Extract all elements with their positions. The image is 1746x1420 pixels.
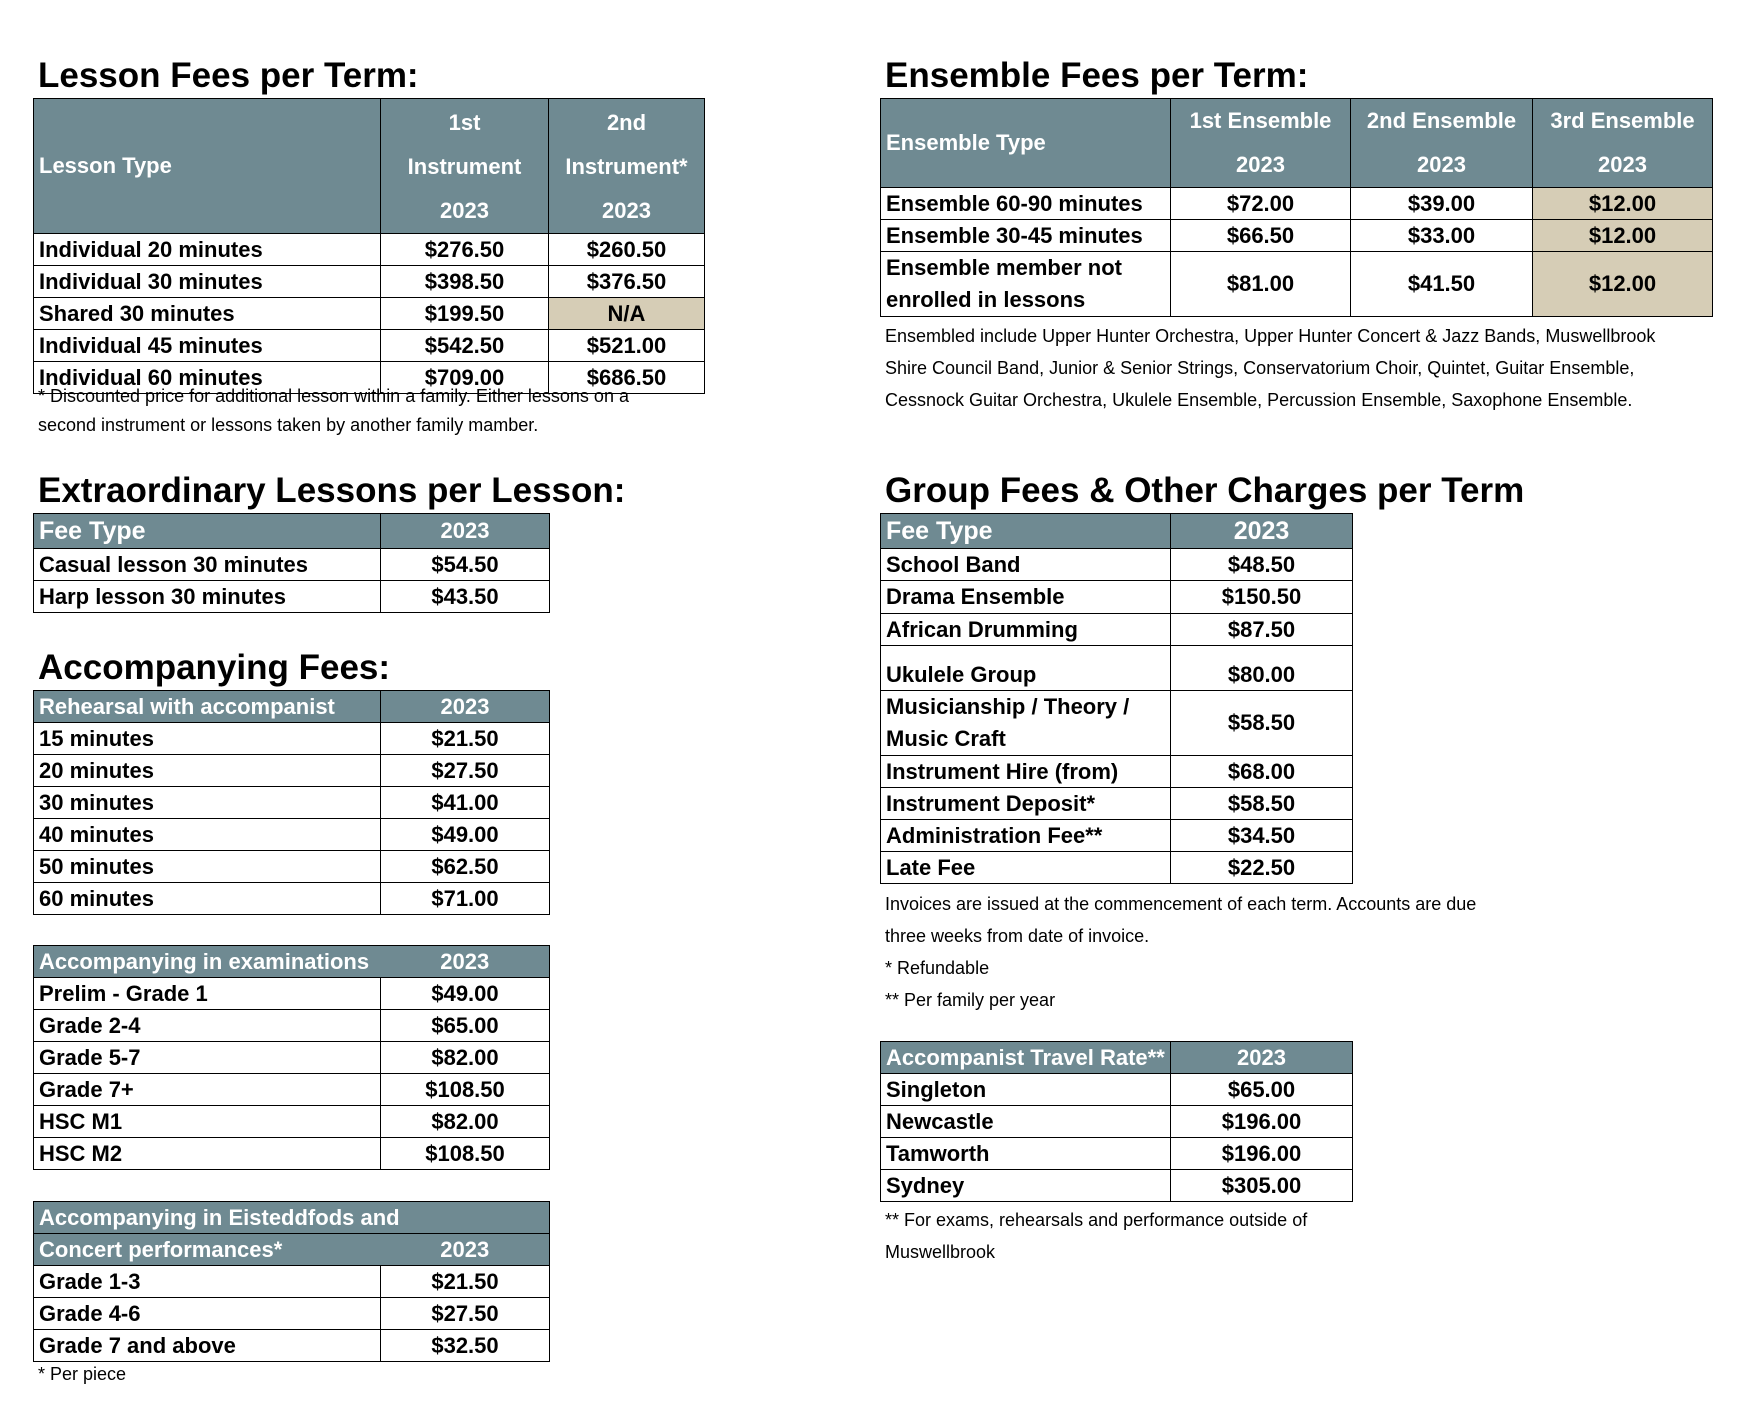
table-row: Drama Ensemble $150.50 (881, 581, 1353, 614)
table-row: Instrument Deposit* $58.50 (881, 788, 1353, 820)
travel-header: Accompanist Travel Rate** (881, 1042, 1171, 1074)
eisteddfods-header-line1: Accompanying in Eisteddfods and (34, 1202, 550, 1234)
rehearsal-table (33, 690, 550, 915)
year-header: 2023 (1171, 1042, 1353, 1074)
table-row: 15 minutes $21.50 (34, 723, 550, 755)
table-row: Grade 7+ $108.50 (34, 1074, 550, 1106)
table-row: Administration Fee** $34.50 (881, 820, 1353, 852)
table-row: Harp lesson 30 minutes $43.50 (34, 581, 550, 613)
table-row: Tamworth $196.00 (881, 1138, 1353, 1170)
table-row: School Band $48.50 (881, 549, 1353, 581)
lesson-type-header: Lesson Type (34, 99, 381, 234)
group-fees-table (880, 513, 1353, 884)
year-header: 2023 (381, 514, 550, 549)
lesson-fees-note: * Discounted price for additional lesson within a family. Either lessons on a second instrument or lessons taken by another family mamber. (38, 386, 629, 435)
table-row: Grade 4-6 $27.50 (34, 1298, 550, 1330)
table-row: Singleton $65.00 (881, 1074, 1353, 1106)
rehearsal-header: Rehearsal with accompanist (34, 691, 381, 723)
table-row: 60 minutes $71.00 (34, 883, 550, 915)
table-row: Grade 1-3 $21.50 (34, 1266, 550, 1298)
group-fees-note: Invoices are issued at the commencement of each term. Accounts are due three weeks from date of invoice. * Refundable ** Per family per year (885, 894, 1477, 1010)
extraordinary-table (33, 513, 550, 613)
fee-type-header: Fee Type (881, 514, 1171, 549)
table-row: HSC M1 $82.00 (34, 1106, 550, 1138)
table-row: 30 minutes $41.00 (34, 787, 550, 819)
table-row: Newcastle $196.00 (881, 1106, 1353, 1138)
second-ensemble-header: 2nd Ensemble 2023 (1351, 99, 1533, 188)
second-instrument-header: 2nd Instrument* 2023 (549, 99, 705, 234)
extraordinary-title: Extraordinary Lessons per Lesson: (38, 471, 626, 510)
table-row: 50 minutes $62.50 (34, 851, 550, 883)
accompanying-title: Accompanying Fees: (38, 648, 391, 687)
table-row: Grade 5-7 $82.00 (34, 1042, 550, 1074)
table-row: Individual 45 minutes $542.50 $521.00 (34, 330, 705, 362)
eisteddfods-note: * Per piece (38, 1364, 127, 1384)
travel-note: ** For exams, rehearsals and performance outside of Muswellbrook (885, 1210, 1308, 1262)
table-row: Individual 20 minutes $276.50 $260.50 (34, 234, 705, 266)
year-header: 2023 (381, 946, 550, 978)
table-row: Individual 30 minutes $398.50 $376.50 (34, 266, 705, 298)
third-ensemble-header: 3rd Ensemble 2023 (1533, 99, 1713, 188)
year-header: 2023 (381, 1234, 550, 1266)
table-row: Ukulele Group $80.00 (881, 646, 1353, 691)
table-row: Shared 30 minutes $199.50 N/A (34, 298, 705, 330)
lesson-fees-title: Lesson Fees per Term: (38, 56, 419, 95)
travel-table (880, 1041, 1353, 1202)
table-row: 20 minutes $27.50 (34, 755, 550, 787)
lesson-fees-table (33, 98, 705, 394)
exams-table (33, 945, 550, 1170)
table-row: Ensemble 60-90 minutes $72.00 $39.00 $12.00 (881, 188, 1713, 220)
eisteddfods-table (33, 1201, 550, 1362)
first-ensemble-header: 1st Ensemble 2023 (1171, 99, 1351, 188)
table-row: Prelim - Grade 1 $49.00 (34, 978, 550, 1010)
group-fees-title: Group Fees & Other Charges per Term (885, 471, 1525, 510)
ensemble-fees-title: Ensemble Fees per Term: (885, 56, 1309, 95)
table-row: Individual 60 minutes $709.00 $686.50 (34, 362, 705, 394)
fee-type-header: Fee Type (34, 514, 381, 549)
ensemble-fees-note: Ensembled include Upper Hunter Orchestra, Upper Hunter Concert & Jazz Bands, Muswellbrook Shire Council Band, Junior & Senior Strings, Conservatorium Choir, Quintet, Guitar Ensemble, Cessnock Guitar Orchestra, Ukulele Ensemble, Percussion Ensemble, Saxophone Ensemble. (885, 326, 1656, 410)
table-row: Casual lesson 30 minutes $54.50 (34, 549, 550, 581)
eisteddfods-header-line2: Concert performances* (34, 1234, 381, 1266)
year-header: 2023 (1171, 514, 1353, 549)
table-row: Ensemble 30-45 minutes $66.50 $33.00 $12.00 (881, 220, 1713, 252)
table-row: Grade 7 and above $32.50 (34, 1330, 550, 1362)
first-instrument-header: 1st Instrument 2023 (381, 99, 549, 234)
ensemble-type-header: Ensemble Type (881, 99, 1171, 188)
table-row: HSC M2 $108.50 (34, 1138, 550, 1170)
table-row: Musicianship / Theory / Music Craft $58.50 (881, 691, 1353, 756)
table-row: African Drumming $87.50 (881, 614, 1353, 646)
table-row: Grade 2-4 $65.00 (34, 1010, 550, 1042)
table-row: Instrument Hire (from) $68.00 (881, 756, 1353, 788)
table-row: Sydney $305.00 (881, 1170, 1353, 1202)
year-header: 2023 (381, 691, 550, 723)
ensemble-fees-table (880, 98, 1713, 317)
table-row: Late Fee $22.50 (881, 852, 1353, 884)
table-row: 40 minutes $49.00 (34, 819, 550, 851)
exams-header: Accompanying in examinations (34, 946, 381, 978)
table-row: Ensemble member not enrolled in lessons $81.00 $41.50 $12.00 (881, 252, 1713, 317)
